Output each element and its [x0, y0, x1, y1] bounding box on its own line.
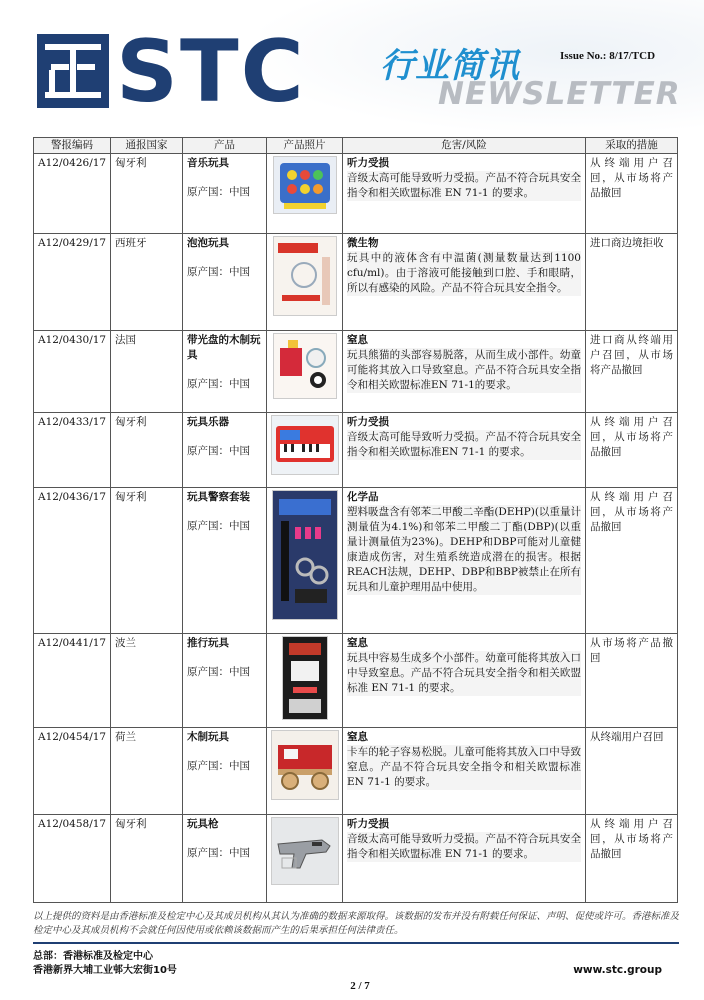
product-name: 玩具枪: [187, 818, 219, 830]
risk-title: 听力受损: [347, 818, 389, 830]
photo-cell: [267, 234, 343, 331]
footer-divider: [33, 942, 679, 944]
hq-address: 香港新界大埔工业邨大宏街10号: [33, 965, 177, 976]
photo-cell: [267, 728, 343, 815]
product-cell: [183, 488, 267, 634]
risk-cell: [343, 634, 586, 728]
table-header-row: [34, 138, 678, 154]
alert-code: A12/0454/17: [34, 728, 111, 815]
stc-monogram-logo: [37, 34, 109, 108]
header-alert-code: 警报编码: [34, 138, 111, 154]
wooden-toy-photo: [273, 333, 337, 399]
alert-code: A12/0430/17: [34, 331, 111, 413]
measures-taken: 进口商从终端用户召回，从市场将产品撤回: [586, 331, 678, 413]
header-risk: 危害/风险: [343, 138, 586, 154]
alert-code: A12/0436/17: [34, 488, 111, 634]
risk-title: 微生物: [347, 237, 379, 249]
product-cell: [183, 728, 267, 815]
product-origin: 原产国：中国: [187, 520, 250, 532]
alerts-table: [33, 137, 678, 903]
photo-cell: [267, 488, 343, 634]
photo-cell: [267, 331, 343, 413]
toy-gun-photo: [271, 817, 339, 885]
table-row: [34, 154, 678, 234]
notifying-country: 匈牙利: [111, 815, 183, 903]
product-origin: 原产国：中国: [187, 186, 250, 198]
risk-cell: [343, 234, 586, 331]
product-name: 带光盘的木制玩具: [187, 334, 261, 361]
alert-code: A12/0433/17: [34, 413, 111, 488]
product-cell: [183, 413, 267, 488]
alert-code: A12/0441/17: [34, 634, 111, 728]
measures-taken: 从终端用户召回，从市场将产品撤回: [586, 413, 678, 488]
disclaimer: 以上提供的资料是由香港标准及检定中心及其成员机构从其认为准确的数据来源取得。该数据的发布并没有附载任何保证、声明、促使或许可。香港标准及检定中心及其成员机构不会就任何因使用或依赖该数据而产生的后果承担任何法律责任。: [33, 911, 680, 936]
notifying-country: 波兰: [111, 634, 183, 728]
product-name: 推行玩具: [187, 637, 229, 649]
product-origin: 原产国：中国: [187, 760, 250, 772]
measures-taken: 进口商边境拒收: [586, 234, 678, 331]
table-row: [34, 234, 678, 331]
wooden-truck-photo: [271, 730, 339, 800]
risk-cell: [343, 331, 586, 413]
measures-taken: 从市场将产品撤回: [586, 634, 678, 728]
product-cell: [183, 634, 267, 728]
notifying-country: 匈牙利: [111, 488, 183, 634]
risk-cell: [343, 728, 586, 815]
product-origin: 原产国：中国: [187, 666, 250, 678]
risk-title: 窒息: [347, 731, 368, 743]
risk-description: 音级太高可能导致听力受损。产品不符合玩具安全指令和相关欧盟标准EN 71-1 的要求。: [347, 431, 581, 458]
risk-description: 音级太高可能导致听力受损。产品不符合玩具安全指令和相关欧盟标准 EN 71-1 的要求。: [347, 172, 581, 199]
risk-description: 玩具中容易生成多个小部件。幼童可能将其放入口中导致窒息。产品不符合玩具安全指令和相关欧盟标准 EN 71-1 的要求。: [347, 652, 581, 694]
push-toy-photo: [282, 636, 328, 720]
product-name: 玩具警察套装: [187, 491, 250, 503]
product-origin: 原产国：中国: [187, 445, 250, 457]
table-row: [34, 488, 678, 634]
risk-cell: [343, 488, 586, 634]
product-name: 音乐玩具: [187, 157, 229, 169]
newsletter-title-en: NEWSLETTER: [438, 76, 681, 112]
notifying-country: 匈牙利: [111, 413, 183, 488]
table-row: [34, 634, 678, 728]
hq-label: 总部：香港标准及检定中心: [33, 951, 153, 962]
footer-address-block: [33, 950, 177, 978]
alert-code: A12/0458/17: [34, 815, 111, 903]
risk-title: 窒息: [347, 334, 368, 346]
photo-cell: [267, 815, 343, 903]
stc-logo-text: STC: [116, 22, 306, 122]
page-number: 2 / 7: [350, 980, 370, 992]
product-name: 玩具乐器: [187, 416, 229, 428]
risk-cell: [343, 413, 586, 488]
alert-code: A12/0429/17: [34, 234, 111, 331]
product-origin: 原产国：中国: [187, 847, 250, 859]
musical-toy-photo: [273, 156, 337, 214]
risk-title: 化学品: [347, 491, 379, 503]
table-row: [34, 815, 678, 903]
measures-taken: 从终端用户召回，从市场将产品撤回: [586, 154, 678, 234]
photo-cell: [267, 154, 343, 234]
notifying-country: 法国: [111, 331, 183, 413]
measures-taken: 从终端用户召回，从市场将产品撤回: [586, 815, 678, 903]
product-cell: [183, 331, 267, 413]
product-name: 木制玩具: [187, 731, 229, 743]
table-row: [34, 331, 678, 413]
header-product: 产品: [183, 138, 267, 154]
product-name: 泡泡玩具: [187, 237, 229, 249]
header-photo: 产品照片: [267, 138, 343, 154]
product-cell: [183, 234, 267, 331]
product-origin: 原产国：中国: [187, 266, 250, 278]
table-row: [34, 413, 678, 488]
bubble-toy-photo: [273, 236, 337, 316]
risk-cell: [343, 815, 586, 903]
notifying-country: 荷兰: [111, 728, 183, 815]
risk-description: 玩具中的液体含有中温菌(测量数量达到1100 cfu/ml)。由于溶液可能接触到口腔、手和眼睛，所以有感染的风险。产品不符合玩具安全指令。: [347, 252, 581, 294]
risk-title: 听力受损: [347, 157, 389, 169]
issue-number: Issue No.: 8/17/TCD: [560, 50, 656, 62]
header-measures: 采取的措施: [586, 138, 678, 154]
newsletter-title-cn: 行业简讯: [380, 46, 520, 86]
website-link[interactable]: www.stc.group: [573, 964, 662, 976]
product-origin: 原产国：中国: [187, 378, 250, 390]
risk-cell: [343, 154, 586, 234]
risk-title: 听力受损: [347, 416, 389, 428]
notifying-country: 匈牙利: [111, 154, 183, 234]
product-cell: [183, 154, 267, 234]
toy-keyboard-photo: [271, 415, 339, 475]
alert-code: A12/0426/17: [34, 154, 111, 234]
header-country: 通报国家: [111, 138, 183, 154]
risk-description: 塑料吸盘含有邻苯二甲酸二辛酯(DEHP)(以重量计测量值为4.1%)和邻苯二甲酸二丁酯(DBP)(以重量计测量值为23%)。DEHP和DBP可能对儿童健康造成伤害，对生殖系统造成潜在的损害。根据REACH法规，DEHP、DBP和BBP被禁止在所有玩具和儿童护理用品中使用。: [347, 506, 581, 593]
photo-cell: [267, 413, 343, 488]
measures-taken: 从终端用户召回，从市场将产品撤回: [586, 488, 678, 634]
photo-cell: [267, 634, 343, 728]
police-set-photo: [272, 490, 338, 620]
product-cell: [183, 815, 267, 903]
measures-taken: 从终端用户召回: [586, 728, 678, 815]
risk-description: 卡车的轮子容易松脱。儿童可能将其放入口中导致窒息。产品不符合玩具安全指令和相关欧盟标准 EN 71-1 的要求。: [347, 746, 581, 788]
risk-title: 窒息: [347, 637, 368, 649]
risk-description: 音级太高可能导致听力受损。产品不符合玩具安全指令和相关欧盟标准 EN 71-1 的要求。: [347, 833, 581, 860]
table-row: [34, 728, 678, 815]
risk-description: 玩具熊猫的头部容易脱落，从而生成小部件。幼童可能将其放入口导致窒息。产品不符合玩具安全指令和相关欧盟标准EN 71-1的要求。: [347, 349, 581, 391]
notifying-country: 西班牙: [111, 234, 183, 331]
